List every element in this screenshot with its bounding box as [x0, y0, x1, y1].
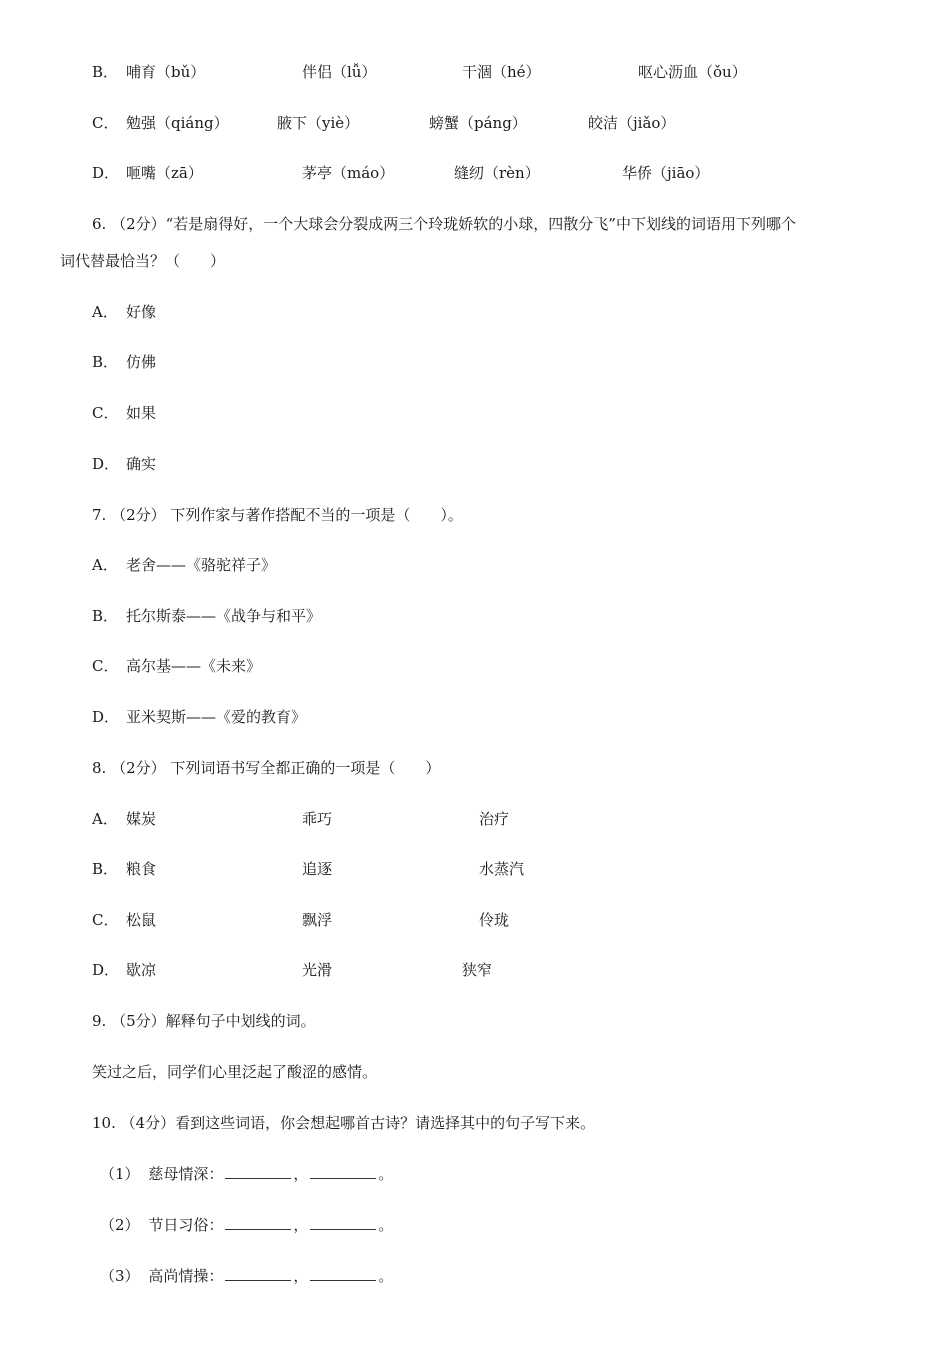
option-word: 追逐 — [302, 860, 333, 878]
q10-item-3 — [100, 1266, 393, 1286]
option-word: 茅亭（máo） — [302, 164, 395, 182]
option-label: B． — [92, 607, 119, 625]
option-label: B． — [92, 63, 119, 81]
option-word: 松鼠 — [126, 911, 157, 929]
option-word: 水蒸汽 — [479, 860, 525, 878]
answer-blank[interactable] — [310, 1266, 376, 1281]
option-text: 高尔基——《未来》 — [126, 657, 262, 675]
option-word: 哺育（bǔ） — [126, 63, 206, 81]
q7-stem: 7. （2分） 下列作家与著作搭配不当的一项是（ ）。 — [92, 506, 463, 524]
option-word: 飘浮 — [302, 911, 333, 929]
option-word: 伶珑 — [479, 911, 510, 929]
item-label: 节日习俗： — [148, 1216, 224, 1234]
option-label: A． — [92, 303, 118, 321]
item-comma: ， — [293, 1216, 309, 1234]
item-number: （3） — [100, 1267, 140, 1285]
option-label: C． — [92, 404, 119, 422]
item-end: 。 — [378, 1165, 394, 1183]
option-word: 缝纫（rèn） — [454, 164, 540, 182]
option-text: 老舍——《骆驼祥子》 — [126, 556, 277, 574]
option-text: 如果 — [126, 404, 157, 422]
answer-blank[interactable] — [310, 1215, 376, 1230]
option-label: A． — [92, 810, 118, 828]
option-word: 华侨（jiāo） — [622, 164, 710, 182]
option-text: 托尔斯泰——《战争与和平》 — [126, 607, 322, 625]
answer-blank[interactable] — [310, 1164, 376, 1179]
option-label: D． — [92, 961, 120, 979]
q9-stem: 9. （5分）解释句子中划线的词。 — [92, 1012, 316, 1030]
option-label: D． — [92, 164, 120, 182]
q10-item-1 — [100, 1164, 393, 1184]
option-word: 狭窄 — [462, 961, 493, 979]
item-label: 高尚情操： — [148, 1267, 224, 1285]
option-label: C． — [92, 911, 119, 929]
item-end: 。 — [378, 1216, 394, 1234]
q9-sentence: 笑过之后，同学们心里泛起了酸涩的感情。 — [92, 1063, 378, 1081]
answer-blank[interactable] — [225, 1164, 291, 1179]
option-label: D． — [92, 455, 120, 473]
option-word: 干涸（hé） — [462, 63, 541, 81]
q6-stem-continued: 词代替最恰当？（ ） — [60, 252, 226, 270]
item-end: 。 — [378, 1267, 394, 1285]
option-text: 仿佛 — [126, 353, 157, 371]
option-label: B． — [92, 353, 119, 371]
item-number: （2） — [100, 1216, 140, 1234]
answer-blank[interactable] — [225, 1215, 291, 1230]
option-text: 好像 — [126, 303, 157, 321]
option-label: C． — [92, 114, 119, 132]
option-word: 咂嘴（zā） — [126, 164, 203, 182]
option-word: 勉强（qiáng） — [126, 114, 229, 132]
option-word: 光滑 — [302, 961, 333, 979]
answer-blank[interactable] — [225, 1266, 291, 1281]
option-label: C． — [92, 657, 119, 675]
q10-stem: 10. （4分）看到这些词语，你会想起哪首古诗？请选择其中的句子写下来。 — [92, 1114, 596, 1132]
item-number: （1） — [100, 1165, 140, 1183]
item-comma: ， — [293, 1165, 309, 1183]
q8-stem: 8. （2分） 下列词语书写全都正确的一项是（ ） — [92, 759, 441, 777]
option-text: 亚米契斯——《爱的教育》 — [126, 708, 307, 726]
option-word: 腋下（yiè） — [277, 114, 360, 132]
q10-item-2 — [100, 1215, 393, 1235]
item-label: 慈母情深： — [148, 1165, 224, 1183]
q6-stem: 6. （2分）“若是扇得好，一个大球会分裂成两三个玲珑娇软的小球，四散分飞”中下划线的词语用下列哪个 — [92, 215, 796, 233]
option-word: 歇凉 — [126, 961, 157, 979]
option-label: A． — [92, 556, 118, 574]
option-word: 治疗 — [479, 810, 510, 828]
option-word: 乖巧 — [302, 810, 333, 828]
option-word: 螃蟹（páng） — [429, 114, 527, 132]
option-word: 媒炭 — [126, 810, 157, 828]
item-comma: ， — [293, 1267, 309, 1285]
option-word: 呕心沥血（ǒu） — [638, 63, 747, 81]
option-label: B． — [92, 860, 119, 878]
option-word: 皎洁（jiǎo） — [588, 114, 676, 132]
option-text: 确实 — [126, 455, 157, 473]
option-word: 伴侣（lǚ） — [302, 63, 377, 81]
option-word: 粮食 — [126, 860, 157, 878]
option-label: D． — [92, 708, 120, 726]
